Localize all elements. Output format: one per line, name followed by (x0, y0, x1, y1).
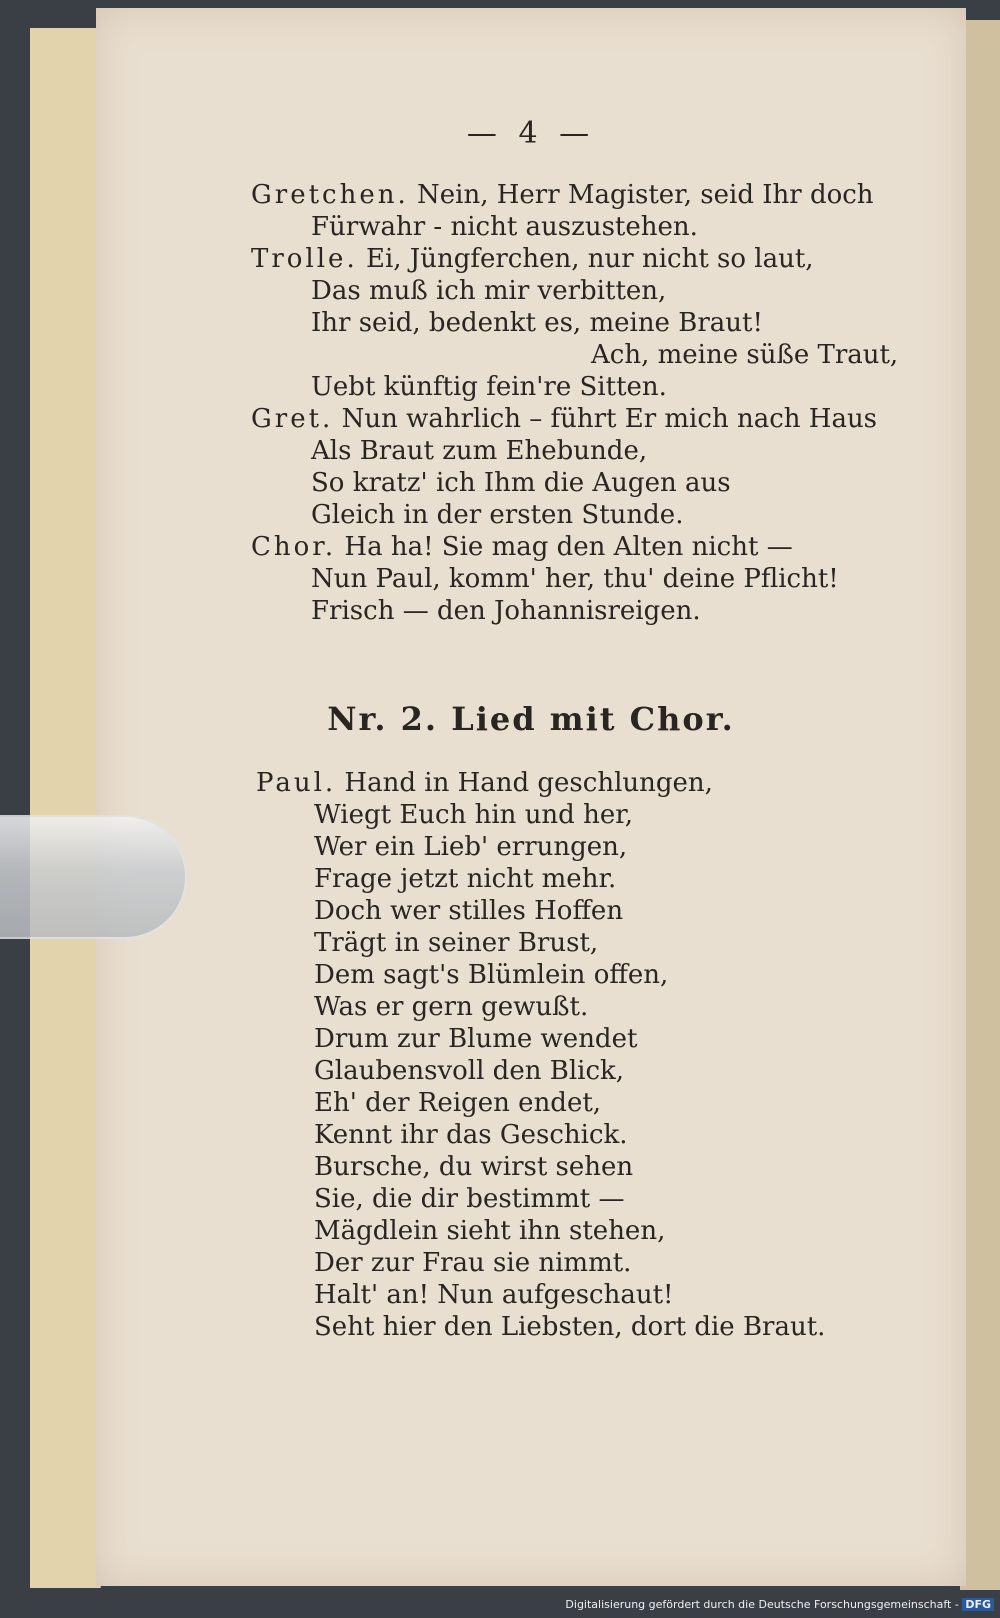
song-line: Frage jetzt nicht mehr. (314, 864, 617, 894)
song-line (256, 768, 713, 798)
right-page-edge (960, 20, 1000, 1590)
line-text: Nein, Herr Magister, seid Ihr doch (417, 180, 874, 210)
dialogue-line: Gleich in der ersten Stunde. (311, 500, 684, 530)
line-text: Ha ha! Sie mag den Alten nicht — (344, 532, 793, 562)
page-holder-clip (0, 815, 187, 939)
line-text: Ei, Jüngferchen, nur nicht so laut, (365, 244, 814, 274)
page-number: — 4 — (466, 116, 596, 151)
song-line: Wiegt Euch hin und her, (314, 800, 634, 830)
dialogue-line: Das muß ich mir verbitten, (311, 276, 667, 306)
book-page (96, 8, 966, 1586)
song-line: Was er gern gewußt. (314, 992, 589, 1022)
footer-text: Digitalisierung gefördert durch die Deutsche Forschungsgemeinschaft - (565, 1598, 959, 1611)
speaker-label: Trolle. (251, 244, 358, 274)
dialogue-line (251, 180, 874, 210)
section-heading: Nr. 2. Lied mit Chor. (327, 700, 735, 738)
song-line: Trägt in seiner Brust, (314, 928, 599, 958)
dialogue-line (251, 244, 814, 274)
speaker-label: Gret. (251, 404, 334, 434)
song-line: Dem sagt's Blümlein offen, (314, 960, 669, 990)
dfg-logo: DFG (962, 1598, 994, 1611)
dialogue-line: Als Braut zum Ehebunde, (311, 436, 648, 466)
dialogue-line: Ach, meine süße Traut, (591, 340, 899, 370)
dialogue-line: So kratz' ich Ihm die Augen aus (311, 468, 731, 498)
song-line: Seht hier den Liebsten, dort die Braut. (314, 1312, 826, 1342)
song-line: Kennt ihr das Geschick. (314, 1120, 628, 1150)
song-line: Wer ein Lieb' errungen, (314, 832, 628, 862)
line-text: Hand in Hand geschlungen, (344, 768, 713, 798)
speaker-label: Paul. (256, 768, 337, 798)
dialogue-line: Fürwahr - nicht auszustehen. (311, 212, 698, 242)
dialogue-line: Uebt künftig fein're Sitten. (311, 372, 667, 402)
dialogue-line: Nun Paul, komm' her, thu' deine Pflicht! (311, 564, 839, 594)
song-line: Drum zur Blume wendet (314, 1024, 638, 1054)
song-line: Sie, die dir bestimmt — (314, 1184, 625, 1214)
line-text: Nun wahrlich – führt Er mich nach Haus (341, 404, 878, 434)
speaker-label: Chor. (251, 532, 337, 562)
song-line: Halt' an! Nun aufgeschaut! (314, 1280, 674, 1310)
dialogue-line (251, 532, 793, 562)
song-line: Glaubensvoll den Blick, (314, 1056, 625, 1086)
song-line: Bursche, du wirst sehen (314, 1152, 634, 1182)
underlying-page-edge (30, 28, 101, 1588)
dialogue-line: Frisch — den Johannisreigen. (311, 596, 701, 626)
digitization-footer (565, 1598, 994, 1611)
dialogue-line (251, 404, 877, 434)
song-line: Doch wer stilles Hoffen (314, 896, 624, 926)
dialogue-line: Ihr seid, bedenkt es, meine Braut! (311, 308, 763, 338)
song-line: Der zur Frau sie nimmt. (314, 1248, 632, 1278)
song-line: Eh' der Reigen endet, (314, 1088, 602, 1118)
song-line: Mägdlein sieht ihn stehen, (314, 1216, 666, 1246)
speaker-label: Gretchen. (251, 180, 409, 210)
